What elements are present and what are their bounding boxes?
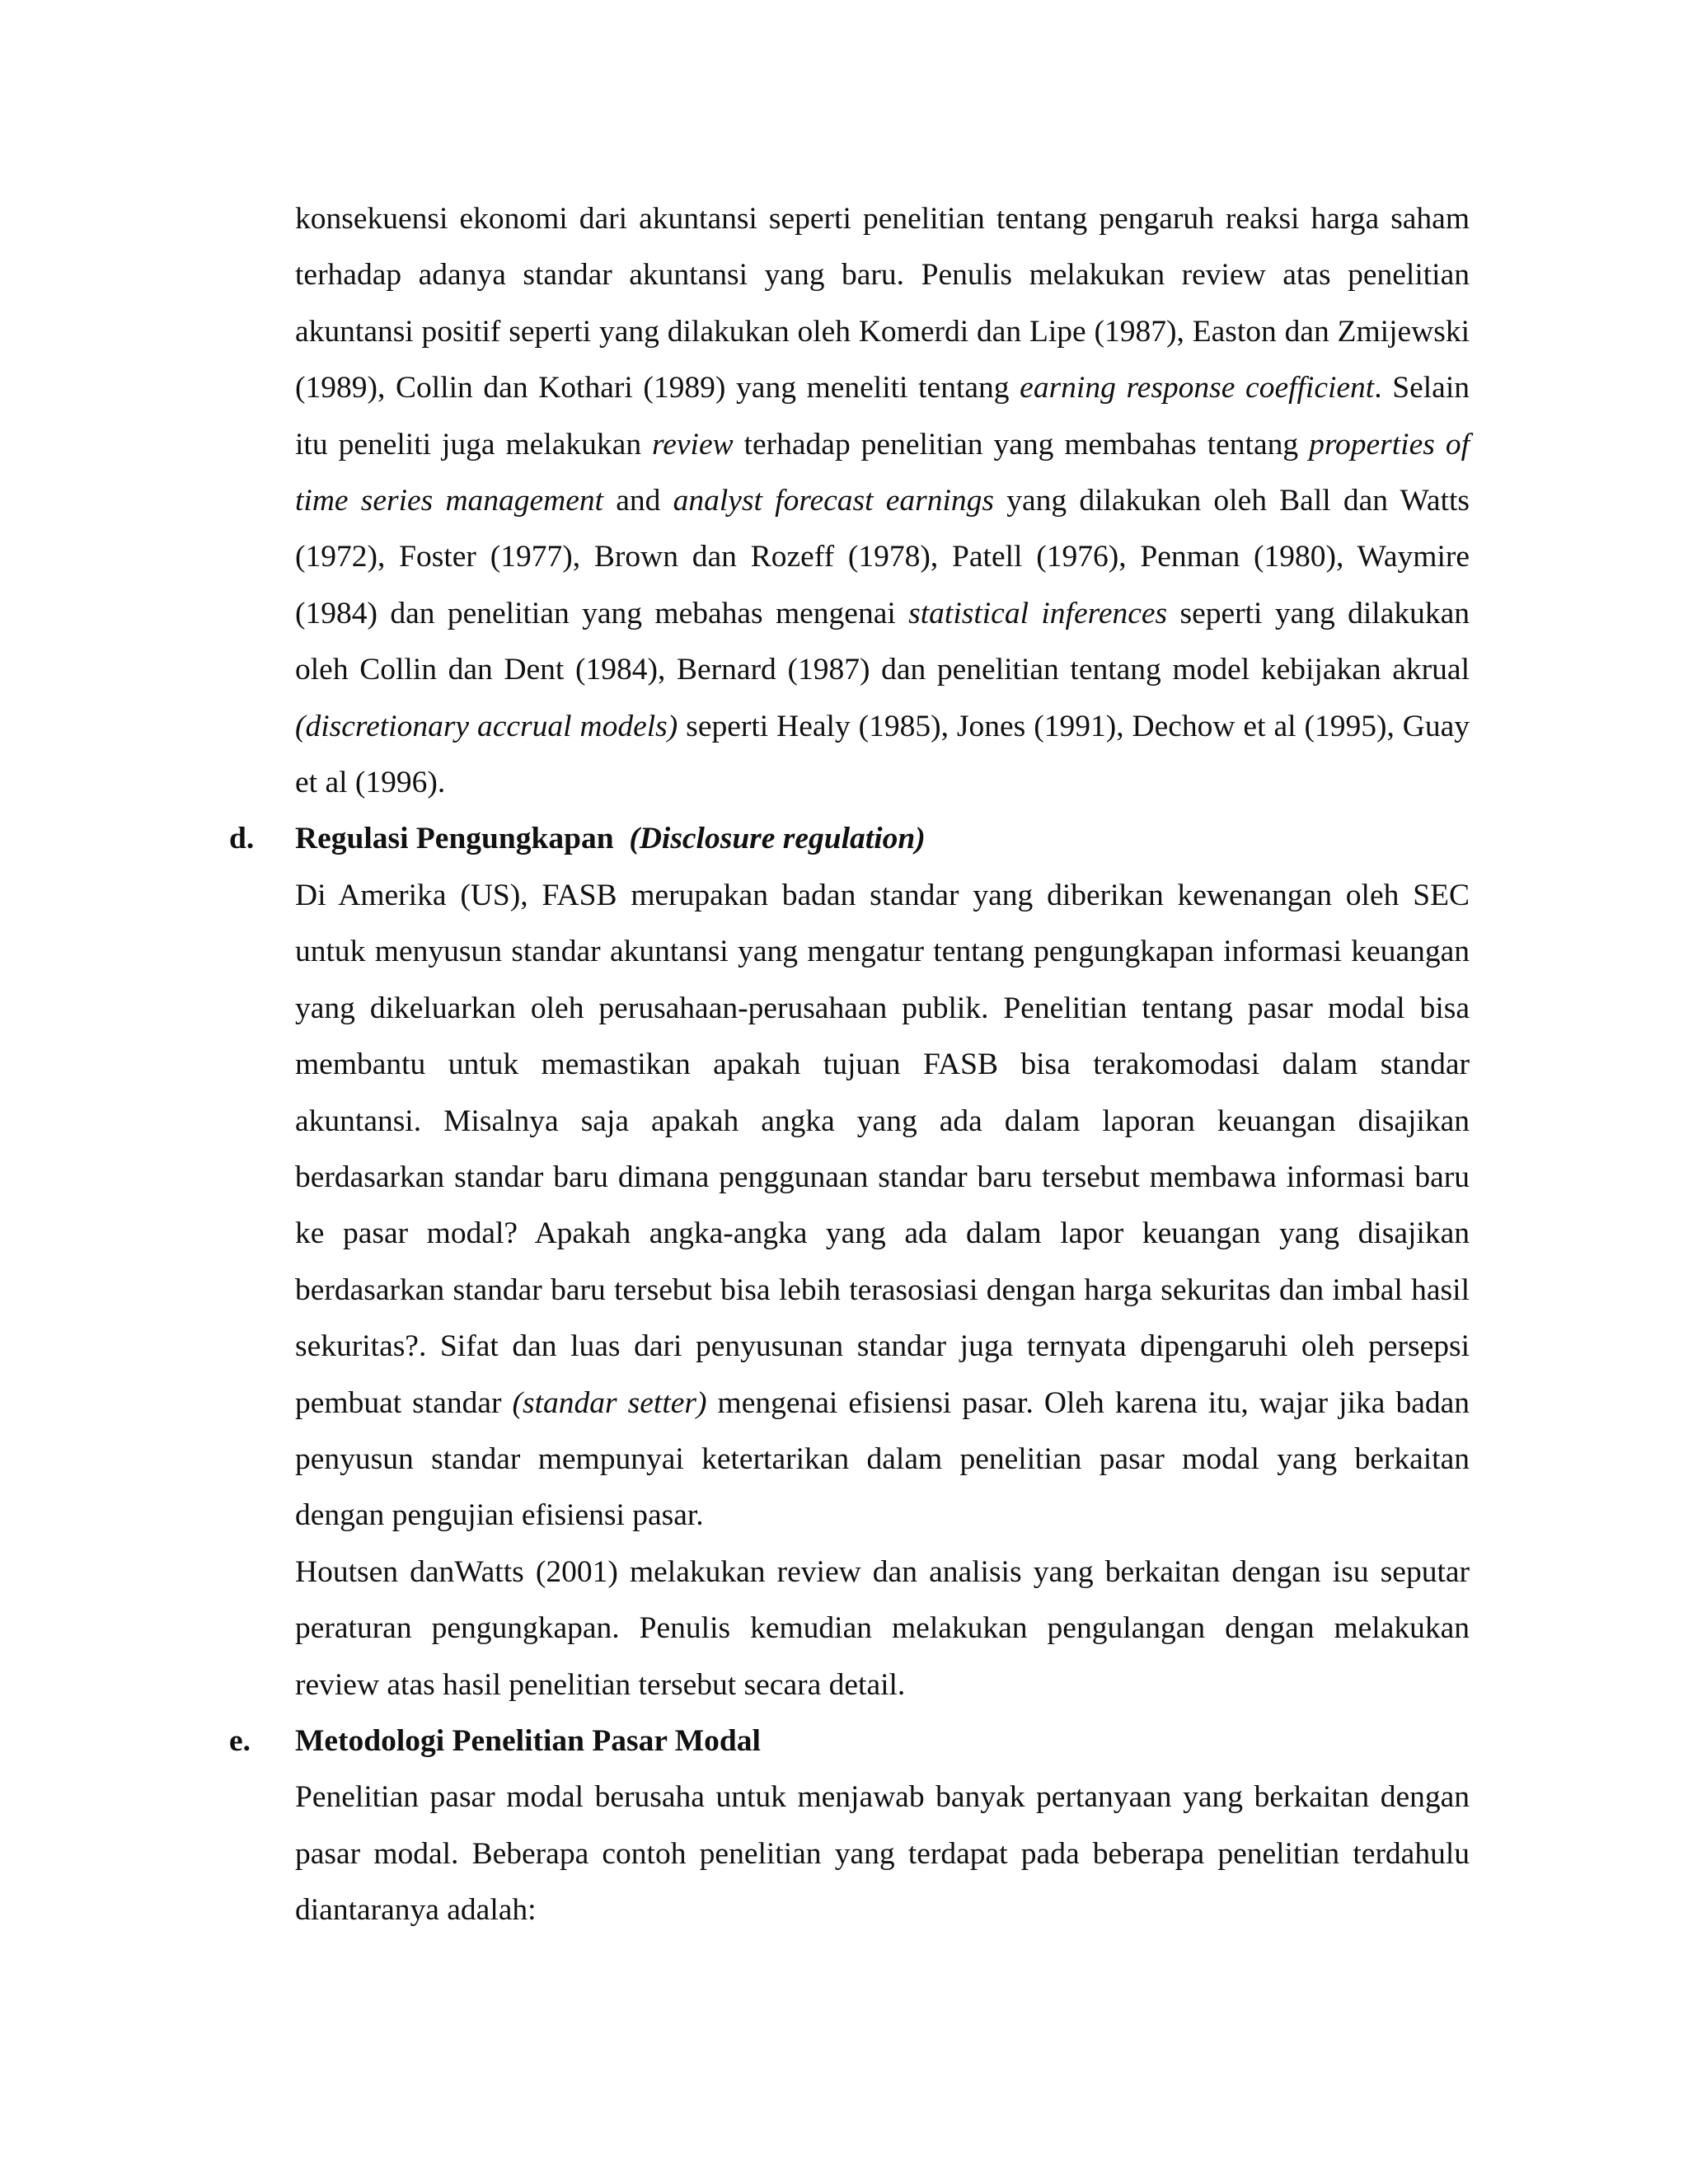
section-e-heading — [229, 1713, 1470, 1769]
text-run: . Selain itu peneliti juga melakukan — [295, 371, 1470, 462]
text-run: seperti Healy (1985), Jones (1991), Dechow et al (1995), Guay et al (1996). — [295, 709, 1470, 800]
section-d-heading — [229, 811, 1470, 867]
text-run: seperti yang dilakukan oleh Collin dan Dent (1984), Bernard (1987) dan penelitian tentang model kebijakan akrual — [295, 596, 1470, 687]
italic-term: earning response coefficient — [1020, 371, 1375, 405]
italic-term: review — [652, 427, 734, 462]
section-d-title-italic: (Disclosure regulation) — [629, 822, 926, 856]
section-d-title: Regulasi Pengungkapan — [295, 822, 614, 856]
italic-term: properties of time series management — [295, 427, 1470, 518]
italic-term: (discretionary accrual models) — [295, 709, 678, 743]
italic-term: (standar setter) — [512, 1385, 707, 1420]
text-run: mengenai efisiensi pasar. Oleh karena itu, wajar jika badan penyusun standar mempunyai ketertarikan dalam penelitian pasar modal yang berkaitan dengan pengujian efisiensi pasar. — [295, 1385, 1470, 1533]
text-run: and — [603, 484, 673, 518]
section-d-paragraph-1 — [295, 868, 1470, 1544]
section-e-paragraph-1: Penelitian pasar modal berusaha untuk menjawab banyak pertanyaan yang berkaitan dengan pasar modal. Beberapa contoh penelitian yang terdapat pada beberapa penelitian terdahulu diantaranya adalah: — [295, 1780, 1470, 1928]
section-d-letter: d. — [229, 822, 255, 856]
text-run: konsekuensi ekonomi dari akuntansi seperti penelitian tentang pengaruh reaksi harga saham terhadap adanya standar akuntansi yang baru. Penulis melakukan review atas penelitian akuntansi positif seperti yang dilakukan oleh Komerdi dan Lipe (1987), Easton dan Zmijewski (1989), Collin dan Kothari (1989) yang meneliti tentang — [295, 202, 1470, 405]
section-e-title: Metodologi Penelitian Pasar Modal — [295, 1723, 761, 1758]
section-e — [229, 1713, 1470, 1939]
section-d-paragraph-2: Houtsen danWatts (2001) melakukan review dan analisis yang berkaitan dengan isu seputar peraturan pengungkapan. Penulis kemudian melakukan pengulangan dengan melakukan review atas hasil penelitian tersebut secara detail. — [295, 1554, 1470, 1702]
text-run: terhadap penelitian yang membahas tentang — [733, 427, 1310, 462]
text-run: Di Amerika (US), FASB merupakan badan standar yang diberikan kewenangan oleh SEC untuk menyusun standar akuntansi yang mengatur tentang pengungkapan informasi keuangan yang dikeluarkan oleh perusahaan-perusahaan publik. Penelitian tentang pasar modal bisa membantu untuk memastikan apakah tujuan FASB bisa terakomodasi dalam standar akuntansi. Misalnya saja apakah angka yang ada dalam laporan keuangan disajikan berdasarkan standar baru dimana penggunaan standar baru tersebut membawa informasi baru ke pasar modal? Apakah angka-angka yang ada dalam lapor keuangan yang disajikan berdasarkan standar baru tersebut bisa lebih terasosiasi dengan harga sekuritas dan imbal hasil sekuritas?. Sifat dan luas dari penyusunan standar juga ternyata dipengaruhi oleh persepsi pembuat standar — [295, 878, 1470, 1420]
section-d — [229, 811, 1470, 1713]
page-content — [229, 191, 1470, 1939]
italic-term: analyst forecast earnings — [673, 484, 995, 518]
italic-term: statistical inferences — [908, 596, 1168, 630]
section-e-letter: e. — [229, 1723, 251, 1758]
text-run: yang dilakukan oleh Ball dan Watts (1972), Foster (1977), Brown dan Rozeff (1978), Patell (1976), Penman (1980), Waymire (1984) dan penelitian yang mebahas mengenai — [295, 484, 1470, 630]
intro-paragraph — [295, 191, 1470, 811]
